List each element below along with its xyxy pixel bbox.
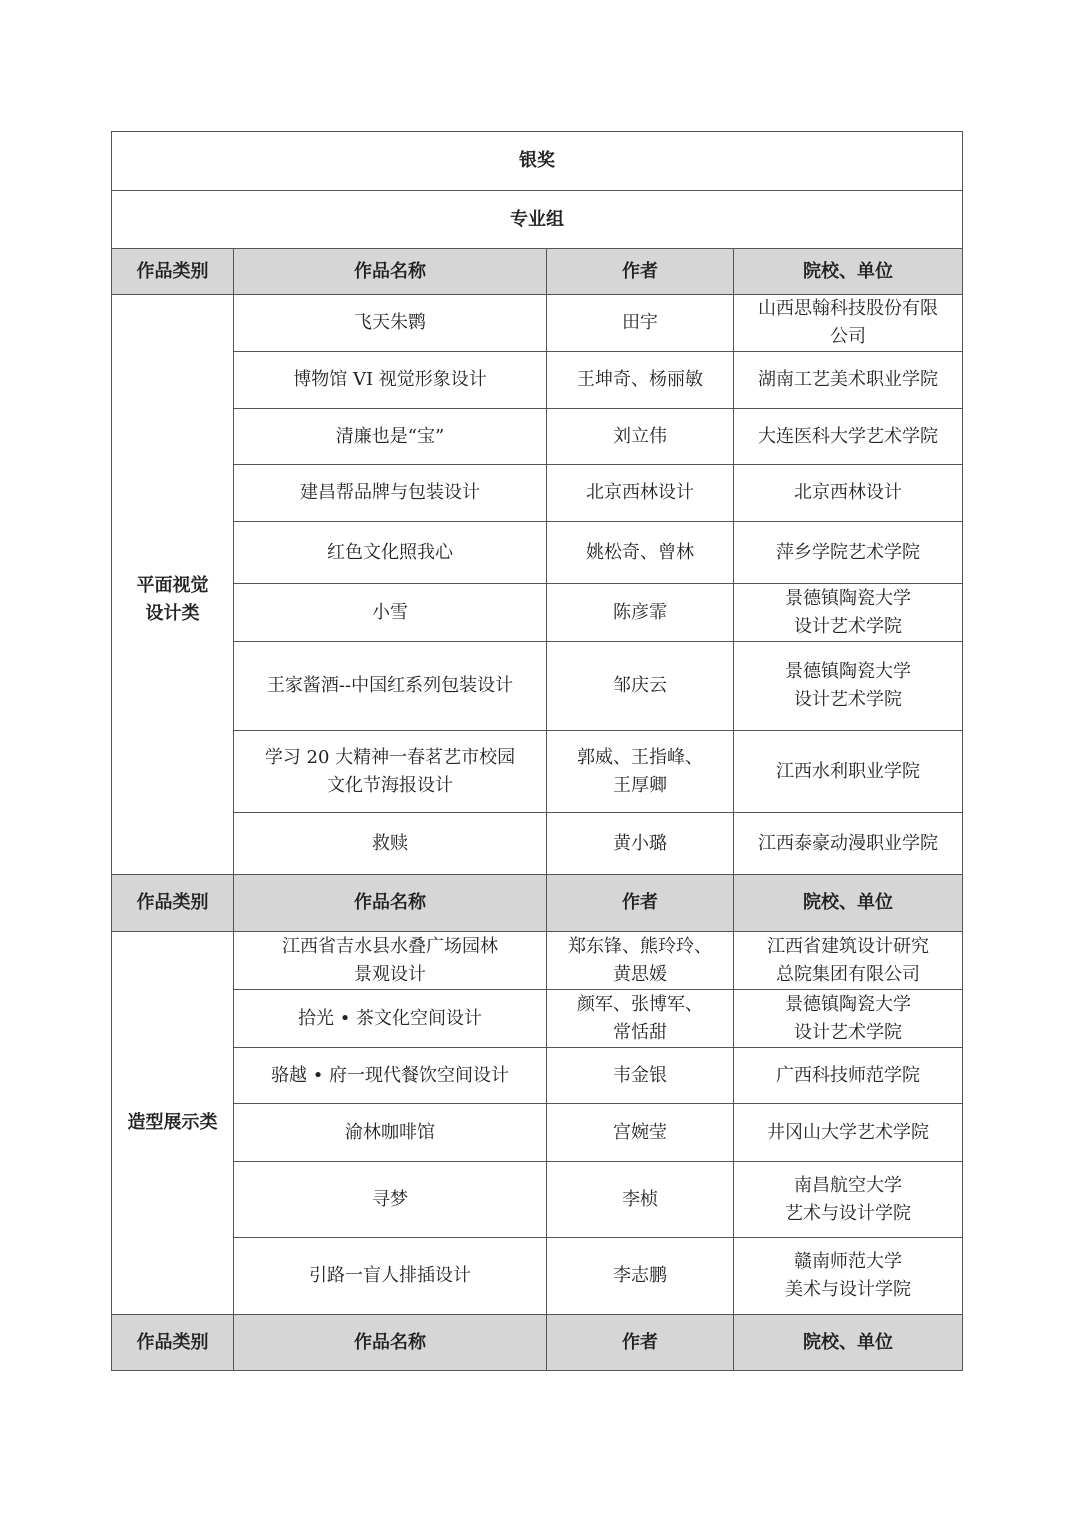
header-author: 作者 [547,1315,734,1371]
unit: 江西水利职业学院 [734,731,963,813]
work-name: 渝林咖啡馆 [234,1104,547,1162]
table-row [112,1162,963,1238]
work-name: 骆越 • 府一现代餐饮空间设计 [234,1048,547,1104]
header-category: 作品类别 [112,1315,234,1371]
category-cell: 造型展示类 [112,932,234,1315]
author: 王坤奇、杨丽敏 [547,352,734,409]
table-row [112,813,963,875]
author: 颜军、张博军、 常恬甜 [547,990,734,1048]
table-row [112,731,963,813]
unit: 大连医科大学艺术学院 [734,409,963,465]
header-unit: 院校、单位 [734,249,963,295]
table-row [112,642,963,731]
header-name: 作品名称 [234,1315,547,1371]
unit: 萍乡学院艺术学院 [734,522,963,584]
work-name: 寻梦 [234,1162,547,1238]
work-name: 红色文化照我心 [234,522,547,584]
header-name: 作品名称 [234,875,547,932]
unit: 江西省建筑设计研究 总院集团有限公司 [734,932,963,990]
work-name: 小雪 [234,584,547,642]
unit: 湖南工艺美术职业学院 [734,352,963,409]
award-title: 银奖 [112,132,963,191]
unit: 江西泰豪动漫职业学院 [734,813,963,875]
work-name: 博物馆 VI 视觉形象设计 [234,352,547,409]
author: 李桢 [547,1162,734,1238]
header-author: 作者 [547,249,734,295]
header-author: 作者 [547,875,734,932]
unit: 南昌航空大学 艺术与设计学院 [734,1162,963,1238]
table-row [112,409,963,465]
work-name: 学习 20 大精神一春茗艺市校园 文化节海报设计 [234,731,547,813]
author: 陈彦霏 [547,584,734,642]
author: 郑东锋、熊玲玲、 黄思媛 [547,932,734,990]
header-unit: 院校、单位 [734,875,963,932]
table-row [112,932,963,990]
author: 郭威、王指峰、 王厚卿 [547,731,734,813]
work-name: 救赎 [234,813,547,875]
unit: 景德镇陶瓷大学 设计艺术学院 [734,584,963,642]
work-name: 王家酱酒--中国红系列包装设计 [234,642,547,731]
author: 姚松奇、曾林 [547,522,734,584]
header-category: 作品类别 [112,875,234,932]
unit: 景德镇陶瓷大学 设计艺术学院 [734,990,963,1048]
work-name: 清廉也是“宝” [234,409,547,465]
table-row [112,295,963,352]
author: 邹庆云 [547,642,734,731]
unit: 景德镇陶瓷大学 设计艺术学院 [734,642,963,731]
unit: 广西科技师范学院 [734,1048,963,1104]
table-row [112,1048,963,1104]
author: 韦金银 [547,1048,734,1104]
table-row [112,990,963,1048]
author: 刘立伟 [547,409,734,465]
table-row [112,522,963,584]
table-row [112,584,963,642]
author: 宫婉莹 [547,1104,734,1162]
header-unit: 院校、单位 [734,1315,963,1371]
work-name: 江西省吉水县水叠广场园林 景观设计 [234,932,547,990]
author: 黄小璐 [547,813,734,875]
table-row [112,1238,963,1315]
silver-award-table [111,131,963,1371]
work-name: 引路一盲人排插设计 [234,1238,547,1315]
author: 李志鹏 [547,1238,734,1315]
author: 田宇 [547,295,734,352]
work-name: 飞天朱鹮 [234,295,547,352]
work-name: 拾光 • 茶文化空间设计 [234,990,547,1048]
unit: 赣南师范大学 美术与设计学院 [734,1238,963,1315]
work-name: 建昌帮品牌与包装设计 [234,465,547,522]
table-row [112,1104,963,1162]
table-row [112,465,963,522]
unit: 北京西林设计 [734,465,963,522]
table-row [112,352,963,409]
author: 北京西林设计 [547,465,734,522]
group-title: 专业组 [112,191,963,249]
header-category: 作品类别 [112,249,234,295]
unit: 山西思翰科技股份有限 公司 [734,295,963,352]
unit: 井冈山大学艺术学院 [734,1104,963,1162]
category-cell: 平面视觉 设计类 [112,295,234,875]
header-name: 作品名称 [234,249,547,295]
